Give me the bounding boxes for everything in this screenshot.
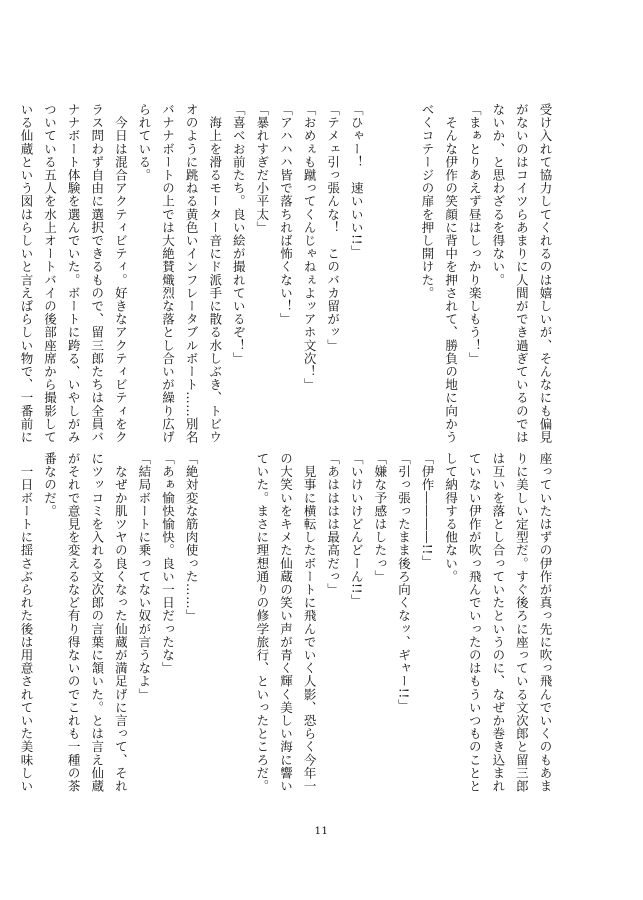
text-line: 見事に横転したボートに飛んでいく人影、恐らく今年一: [302, 452, 318, 793]
text-line: そんな伊作の笑顔に背中を押されて、勝負の地に向かう: [443, 103, 459, 444]
text-line: りに美しい定型だ。すぐ後ろに座っている文次郎と留三郎: [514, 452, 530, 793]
text-line: [203, 452, 227, 806]
text-line: 一日ボートに揺さぶられた後は用意されていた美味しい: [18, 452, 34, 793]
text-line: なぜか肌ツヤの良くなった仙蔵が満足げに言って、それ: [113, 452, 129, 793]
text-line: 受け入れて協力してくれるのは嬉しいが、そんなにも偏見: [538, 103, 553, 444]
text-line: 今日は混合アクティビティ。好きなアクティビティをク: [113, 103, 129, 444]
text-line: られている。: [136, 103, 152, 182]
text-line: 「おめぇも蹴ってくんじゃねぇよッアホ文次！」: [302, 103, 318, 392]
text-line: [227, 452, 251, 806]
text-line: 「ひゃー！ 速いいい!!」: [349, 103, 365, 259]
text-block-lower: [18, 452, 557, 806]
page-number: 11: [314, 826, 329, 837]
text-line: は互いを落とし合っていたというのに、なぜか巻き込まれ: [490, 452, 506, 793]
text-line: ていない伊作が吹っ飛んでいったのはもういつものことと: [467, 452, 483, 793]
text-line: バナナボートの上では大絶賛熾烈な落とし合いが繰り広げ: [160, 103, 176, 444]
text-line: 「あぁ愉快愉快。良い一日だったな」: [160, 452, 176, 675]
text-line: 「引っ張ったまま後ろ向くなッ、ギャー!!」: [396, 452, 412, 713]
text-line: 「テメェ引っ張んな！ このバカ留がッ」: [325, 103, 341, 352]
text-line: がそれで意見を変えるなど有り得ないのでこれも一種の茶: [66, 452, 82, 793]
text-line: 「喜べお前たち。良い絵が撮れているぞ！」: [231, 103, 247, 365]
text-line: ついている五人を水上オートバイの後部座席から撮影して: [42, 103, 58, 444]
text-line: 「結局ボートに乗ってない奴が言うなよ」: [136, 452, 152, 701]
text-line: の大笑いをキメた仙蔵の笑い声が青く輝く美しい海に響い: [278, 452, 294, 793]
text-line: 「まぁとりあえず昼はしっかり楽しもう！」: [467, 103, 483, 365]
text-line: 「嫌な予感はしたっ」: [372, 452, 388, 583]
text-line: べくコテージの扉を押し開けた。: [420, 103, 436, 300]
text-line: いる仙蔵という図はらしいと言えばらしい物で、一番前に: [18, 103, 34, 444]
text-line: ラス問わず自由に選択できるもので、留三郎たちは全員バ: [89, 103, 105, 444]
text-line: にツッコミを入れる文次郎の言葉に頷いた。とは言え仙蔵: [89, 452, 105, 793]
text-line: して納得する他ない。: [443, 452, 459, 583]
text-line: [368, 103, 392, 457]
text-line: ていた。まさに理想通りの修学旅行、といったところだ。: [254, 452, 270, 793]
text-line: 「伊作――――!!」: [420, 452, 436, 569]
text-line: 「アハハハ皆で落ちれば怖くない！」: [278, 103, 294, 326]
text-line: 「絶対変な筋肉使った……」: [184, 452, 200, 623]
text-line: 番なのだ。: [42, 452, 58, 518]
text-block-upper: [18, 103, 557, 457]
text-line: 「あはははは最高だっ」: [325, 452, 341, 597]
text-line: [392, 103, 416, 457]
text-line: がないのはコイツらあまりに人間ができ過ぎているのでは: [514, 103, 530, 444]
text-line: 「いけいけどんどーん!!」: [349, 452, 365, 608]
text-line: 座っていたはずの伊作が真っ先に吹っ飛んでいくのもあま: [538, 452, 553, 793]
text-line: オのように跳ねる黄色いインフレータブルボート……別名: [184, 103, 200, 444]
text-line: 「暴れすぎだ小平太」: [254, 103, 270, 234]
text-line: ナナボート体験を選んでいた。ボートに跨る、いやしがみ: [66, 103, 82, 444]
text-line: 海上を滑るモーター音にド派手に散る水しぶき、トビウ: [207, 103, 223, 444]
text-line: ないか、と思わざるを得ない。: [490, 103, 506, 287]
